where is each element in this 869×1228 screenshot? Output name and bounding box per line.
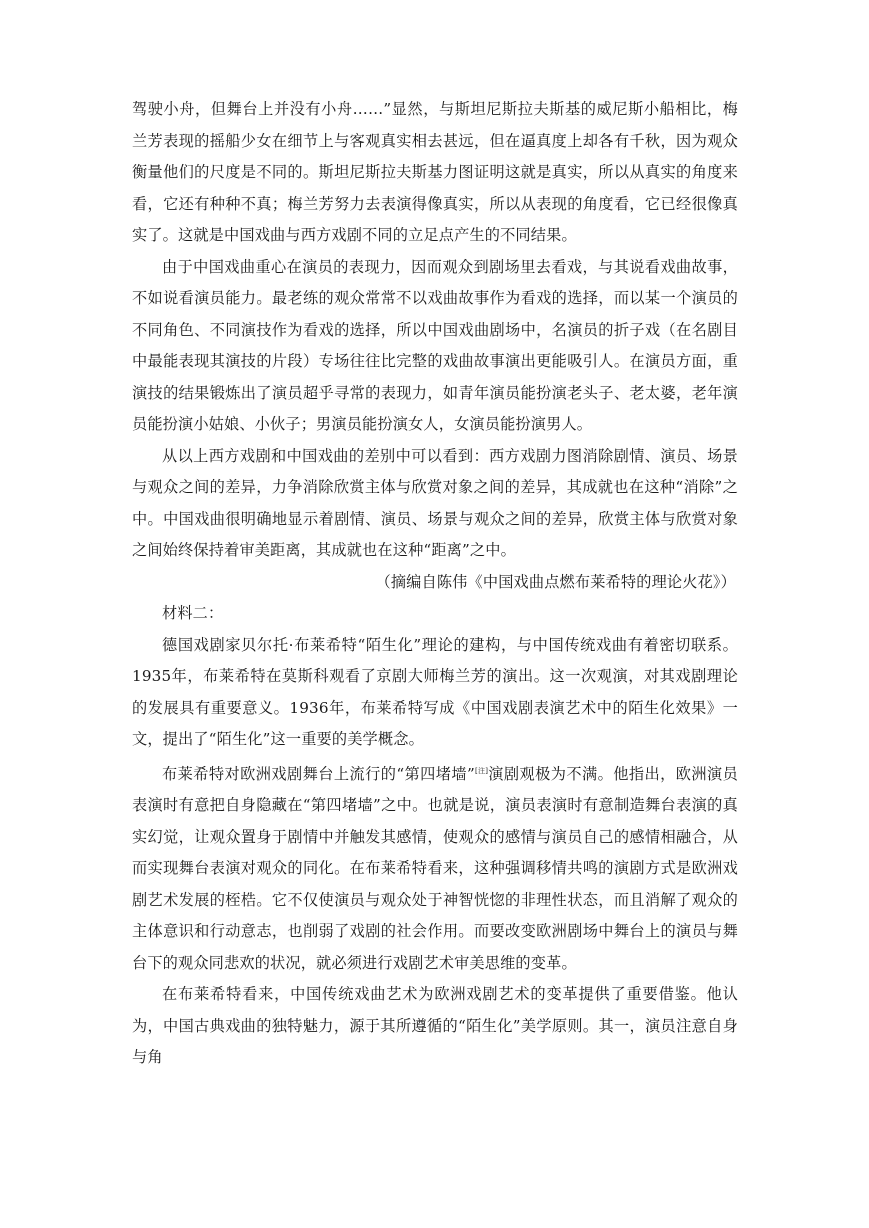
document-body xyxy=(132,94,738,1074)
fourth-wall-text-before-note: 布莱希特对欧洲戏剧舞台上流行的“第四堵墙” xyxy=(162,764,475,783)
paragraph-fourth-wall xyxy=(132,756,738,980)
section-heading-material-two: 材料二： xyxy=(162,604,224,622)
paragraph-continuation: 驾驶小舟，但舞台上并没有小舟……”显然，与斯坦尼斯拉夫斯基的威尼斯小船相比，梅兰芳表现的摇船少女在细节上与客观真实相去甚远，但在逼真度上却各有千秋，因为观众衡量他们的尺度是不同的。斯坦尼斯拉夫斯基力图证明这就是真实，所以从真实的角度来看，它还有种种不真；梅兰芳努力去表演得像真实，所以从表现的角度看，它已经很像真实了。这就是中国戏曲与西方戏剧不同的立足点产生的不同结果。 xyxy=(132,100,738,244)
paragraph-brecht-background: 德国戏剧家贝尔托·布莱希特“陌生化”理论的建构，与中国传统戏曲有着密切联系。1935年，布莱希特在莫斯科观看了京剧大师梅兰芳的演出。这一次观演，对其戏剧理论的发展具有重要意义。1936年，布莱希特写成《中国戏剧表演艺术中的陌生化效果》一文，提出了“陌生化”这一重要的美学概念。 xyxy=(132,635,738,748)
paragraph-conclusion-distance: 从以上西方戏剧和中国戏曲的差别中可以看到：西方戏剧力图消除剧情、演员、场景与观众之间的差异，力争消除欣赏主体与欣赏对象之间的差异，其成就也在这种“消除”之中。中国戏曲很明确地显示着剧情、演员、场景与观众之间的差异，欣赏主体与欣赏对象之间始终保持着审美距离，其成就也在这种“距离”之中。 xyxy=(132,446,738,559)
fourth-wall-text-after-note: 演剧观极为不满。他指出，欧洲演员表演时有意把自身隐藏在“第四堵墙”之中。也就是说，演员表演时有意制造舞台表演的真实幻觉，让观众置身于剧情中并触发其感情，使观众的感情与演员自己的感情相融合，从而实现舞台表演对观众的同化。在布莱希特看来，这种强调移情共鸣的演剧方式是欧洲戏剧艺术发展的桎梏。它不仅使演员与观众处于神智恍惚的非理性状态，而且消解了观众的主体意识和行动意志，也削弱了戏剧的社会作用。而要改变欧洲剧场中舞台上的演员与舞台下的观众同悲欢的状况，就必须进行戏剧艺术审美思维的变革。 xyxy=(132,764,738,972)
paragraph-chinese-opera-reference: 在布莱希特看来，中国传统戏曲艺术为欧洲戏剧艺术的变革提供了重要借鉴。他认为，中国古典戏曲的独特魅力，源于其所遵循的“陌生化”美学原则。其一，演员注意自身与角 xyxy=(132,985,738,1066)
source-citation: （摘编自陈伟《中国戏曲点燃布莱希特的理论火花》） xyxy=(375,572,736,591)
paragraph-actor-expressiveness: 由于中国戏曲重心在演员的表现力，因而观众到剧场里去看戏，与其说看戏曲故事，不如说看演员能力。最老练的观众常常不以戏曲故事作为看戏的选择，而以某一个演员的不同角色、不同演技作为看戏的选择，所以中国戏曲剧场中，名演员的折子戏（在名剧目中最能表现其演技的片段）专场往往比完整的戏曲故事演出更能吸引人。在演员方面，重演技的结果锻炼出了演员超乎寻常的表现力，如青年演员能扮演老头子、老太婆，老年演员能扮演小姑娘、小伙子；男演员能扮演女人，女演员能扮演男人。 xyxy=(132,257,738,433)
footnote-marker: [注] xyxy=(474,766,489,775)
